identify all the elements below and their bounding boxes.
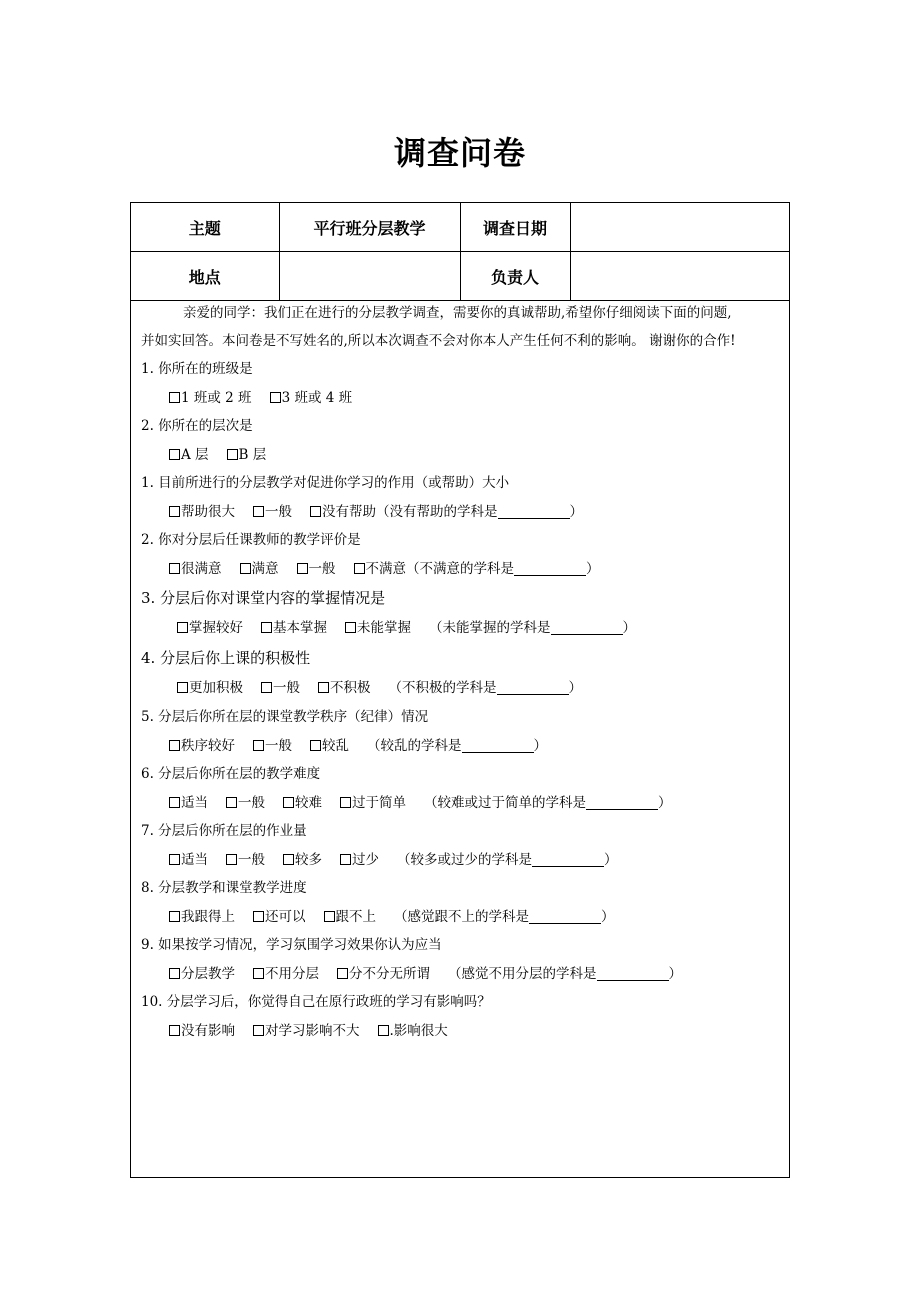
survey-frame xyxy=(130,202,790,1178)
option-label: 较乱 xyxy=(322,737,349,754)
checkbox-icon[interactable] xyxy=(253,968,264,979)
option-label: A 层 xyxy=(181,446,209,463)
checkbox-icon[interactable] xyxy=(169,506,180,517)
option-item[interactable] xyxy=(169,960,235,989)
checkbox-icon[interactable] xyxy=(297,563,308,574)
option-item[interactable] xyxy=(253,903,306,932)
question-text: 4. 分层后你上课的积极性 xyxy=(141,649,311,667)
checkbox-icon[interactable] xyxy=(177,682,188,693)
checkbox-icon[interactable] xyxy=(283,854,294,865)
place-label: 地点 xyxy=(131,252,279,301)
option-label: 分不分无所谓 xyxy=(349,965,430,982)
option-item[interactable] xyxy=(169,555,222,584)
option-label: 一般 xyxy=(308,560,336,577)
subject-blank[interactable] xyxy=(462,738,534,753)
option-label: 一般 xyxy=(273,680,300,696)
option-label: 满意 xyxy=(251,560,279,577)
place-value[interactable] xyxy=(279,252,460,301)
option-row xyxy=(141,846,789,875)
option-label: 适当 xyxy=(181,851,208,868)
checkbox-icon[interactable] xyxy=(169,392,180,403)
note-close: ） xyxy=(586,560,600,577)
option-label: 3 班或 4 班 xyxy=(281,389,353,406)
checkbox-icon[interactable] xyxy=(354,563,365,574)
option-label: 还可以 xyxy=(265,908,306,925)
checkbox-icon[interactable] xyxy=(169,563,180,574)
option-item[interactable] xyxy=(340,789,406,818)
option-row xyxy=(141,613,789,643)
subject-blank[interactable] xyxy=(586,795,658,810)
option-row xyxy=(141,441,789,470)
option-item[interactable] xyxy=(169,1017,235,1046)
owner-value[interactable] xyxy=(570,252,789,301)
option-item[interactable] xyxy=(261,613,327,643)
checkbox-icon[interactable] xyxy=(226,854,237,865)
option-label: 1 班或 2 班 xyxy=(181,389,252,406)
option-label: 过于简单 xyxy=(352,794,406,811)
option-row xyxy=(141,498,789,527)
option-item[interactable] xyxy=(169,498,235,527)
subject-note: （较乱的学科是 ） xyxy=(367,737,547,754)
page-title: 调查问卷 xyxy=(393,134,526,172)
checkbox-icon[interactable] xyxy=(169,968,180,979)
question-text: 2. 你所在的层次是 xyxy=(141,418,253,434)
subject-note: （感觉不用分层的学科是 ） xyxy=(448,965,682,982)
option-item[interactable] xyxy=(354,555,600,584)
option-label: 没有影响 xyxy=(181,1022,235,1039)
option-label: 秩序较好 xyxy=(181,737,235,754)
date-label: 调查日期 xyxy=(460,203,570,252)
checkbox-icon[interactable] xyxy=(253,740,264,751)
intro-line-1: 亲爱的同学：我们正在进行的分层教学调查，需要你的真诚帮助,希望你仔细阅读下面的问题, xyxy=(183,305,732,321)
option-label: B 层 xyxy=(238,446,267,463)
question-text: 8. 分层教学和课堂教学进度 xyxy=(141,880,307,896)
survey-body xyxy=(131,299,789,1045)
intro-line-2: 并如实回答。本问卷是不写姓名的,所以本次调查不会对你本人产生任何不利的影响。 谢谢你的合作! xyxy=(141,333,736,349)
checkbox-icon[interactable] xyxy=(270,392,281,403)
header-table xyxy=(131,203,789,301)
question-text: 10. 分层学习后，你觉得自己在原行政班的学习有影响吗？ xyxy=(141,994,491,1010)
option-item[interactable] xyxy=(310,498,583,527)
option-label: 较多 xyxy=(295,851,322,868)
question-text: 5. 分层后你所在层的课堂教学秩序（纪律）情况 xyxy=(141,709,429,725)
option-item[interactable] xyxy=(340,846,379,875)
subject-value: 平行班分层教学 xyxy=(279,203,460,252)
checkbox-icon[interactable] xyxy=(253,1025,264,1036)
subject-blank[interactable] xyxy=(498,504,570,519)
option-item[interactable] xyxy=(283,789,322,818)
subject-note: （较难或过于简单的学科是 ） xyxy=(424,794,672,811)
option-label: 更加积极 xyxy=(189,680,243,696)
checkbox-icon[interactable] xyxy=(253,506,264,517)
option-label: 过少 xyxy=(352,851,379,868)
option-item[interactable] xyxy=(270,384,353,413)
checkbox-icon[interactable] xyxy=(283,797,294,808)
option-item[interactable] xyxy=(337,960,430,989)
option-item[interactable] xyxy=(169,732,235,761)
option-item[interactable] xyxy=(169,384,252,413)
question-text: 2. 你对分层后任课教师的教学评价是 xyxy=(141,532,361,548)
option-item[interactable] xyxy=(253,498,292,527)
option-item[interactable] xyxy=(169,441,209,470)
checkbox-icon[interactable] xyxy=(169,449,180,460)
option-item[interactable] xyxy=(227,441,267,470)
checkbox-icon[interactable] xyxy=(169,854,180,865)
option-label: 我跟得上 xyxy=(181,908,235,925)
option-row xyxy=(141,903,789,932)
checkbox-icon[interactable] xyxy=(227,449,238,460)
subject-blank[interactable] xyxy=(497,680,569,695)
option-item[interactable] xyxy=(310,732,349,761)
owner-label: 负责人 xyxy=(460,252,570,301)
option-item[interactable] xyxy=(253,960,319,989)
option-label: 跟不上 xyxy=(335,908,376,925)
subject-note: （较多或过少的学科是 ） xyxy=(397,851,618,868)
option-item[interactable] xyxy=(318,673,371,703)
option-row xyxy=(141,960,789,989)
option-label: 不积极 xyxy=(330,680,371,696)
option-item[interactable] xyxy=(378,1017,448,1046)
option-label: 对学习影响不大 xyxy=(265,1022,360,1039)
checkbox-icon[interactable] xyxy=(340,797,351,808)
note-close: ） xyxy=(569,503,583,520)
subject-blank[interactable] xyxy=(551,620,623,635)
checkbox-icon[interactable] xyxy=(345,622,356,633)
checkbox-icon[interactable] xyxy=(310,740,321,751)
option-row xyxy=(141,732,789,761)
option-row xyxy=(141,1017,789,1046)
option-item[interactable] xyxy=(177,673,243,703)
option-row xyxy=(141,555,789,584)
question-list xyxy=(141,355,789,1045)
subject-blank[interactable] xyxy=(532,852,604,867)
question-text: 1. 目前所进行的分层教学对促进你学习的作用（或帮助）大小 xyxy=(141,475,510,491)
option-label: 不满意（不满意的学科是 xyxy=(365,560,514,577)
option-label: .影响很大 xyxy=(389,1022,448,1039)
date-value[interactable] xyxy=(570,203,789,252)
option-item[interactable] xyxy=(253,732,292,761)
option-item[interactable] xyxy=(169,846,208,875)
subject-blank[interactable] xyxy=(514,561,586,576)
option-item[interactable] xyxy=(226,789,265,818)
option-item[interactable] xyxy=(283,846,322,875)
question-text: 6. 分层后你所在层的教学难度 xyxy=(141,766,321,782)
option-label: 没有帮助（没有帮助的学科是 xyxy=(322,503,498,520)
checkbox-icon[interactable] xyxy=(169,1025,180,1036)
question-text: 3. 分层后你对课堂内容的掌握情况是 xyxy=(141,589,386,607)
checkbox-icon[interactable] xyxy=(261,682,272,693)
option-label: 不用分层 xyxy=(265,965,319,982)
option-label: 未能掌握 xyxy=(357,620,411,636)
option-item[interactable] xyxy=(169,789,208,818)
checkbox-icon[interactable] xyxy=(378,1025,389,1036)
option-item[interactable] xyxy=(169,903,235,932)
checkbox-icon[interactable] xyxy=(169,797,180,808)
subject-blank[interactable] xyxy=(529,909,601,924)
checkbox-icon[interactable] xyxy=(240,563,251,574)
checkbox-icon[interactable] xyxy=(340,854,351,865)
checkbox-icon[interactable] xyxy=(261,622,272,633)
subject-note: （感觉跟不上的学科是 ） xyxy=(394,908,615,925)
checkbox-icon[interactable] xyxy=(324,911,335,922)
checkbox-icon[interactable] xyxy=(177,622,188,633)
option-label: 一般 xyxy=(265,503,292,520)
option-label: 一般 xyxy=(238,794,265,811)
checkbox-icon[interactable] xyxy=(253,911,264,922)
question-text: 9. 如果按学习情况，学习氛围学习效果你认为应当 xyxy=(141,937,442,953)
option-row xyxy=(141,384,789,413)
option-label: 帮助很大 xyxy=(181,503,235,520)
option-label: 分层教学 xyxy=(181,965,235,982)
checkbox-icon[interactable] xyxy=(318,682,329,693)
option-item[interactable] xyxy=(240,555,279,584)
checkbox-icon[interactable] xyxy=(226,797,237,808)
option-item[interactable] xyxy=(345,613,411,643)
option-item[interactable] xyxy=(324,903,377,932)
checkbox-icon[interactable] xyxy=(169,740,180,751)
option-item[interactable] xyxy=(177,613,243,643)
option-row xyxy=(141,789,789,818)
question-text: 7. 分层后你所在层的作业量 xyxy=(141,823,307,839)
option-label: 适当 xyxy=(181,794,208,811)
option-item[interactable] xyxy=(226,846,265,875)
checkbox-icon[interactable] xyxy=(337,968,348,979)
intro-text xyxy=(141,299,789,355)
checkbox-icon[interactable] xyxy=(169,911,180,922)
option-item[interactable] xyxy=(253,1017,360,1046)
option-item[interactable] xyxy=(261,673,300,703)
subject-note: （不积极的学科是 ） xyxy=(388,680,582,696)
question-text: 1. 你所在的班级是 xyxy=(141,361,253,377)
subject-note: （未能掌握的学科是 ） xyxy=(429,620,636,636)
subject-blank[interactable] xyxy=(597,966,669,981)
option-label: 一般 xyxy=(265,737,292,754)
option-label: 基本掌握 xyxy=(273,620,327,636)
subject-label: 主题 xyxy=(131,203,279,252)
checkbox-icon[interactable] xyxy=(310,506,321,517)
option-label: 一般 xyxy=(238,851,265,868)
option-row xyxy=(141,673,789,703)
option-label: 掌握较好 xyxy=(189,620,243,636)
option-label: 较难 xyxy=(295,794,322,811)
option-item[interactable] xyxy=(297,555,336,584)
option-label: 很满意 xyxy=(181,560,222,577)
